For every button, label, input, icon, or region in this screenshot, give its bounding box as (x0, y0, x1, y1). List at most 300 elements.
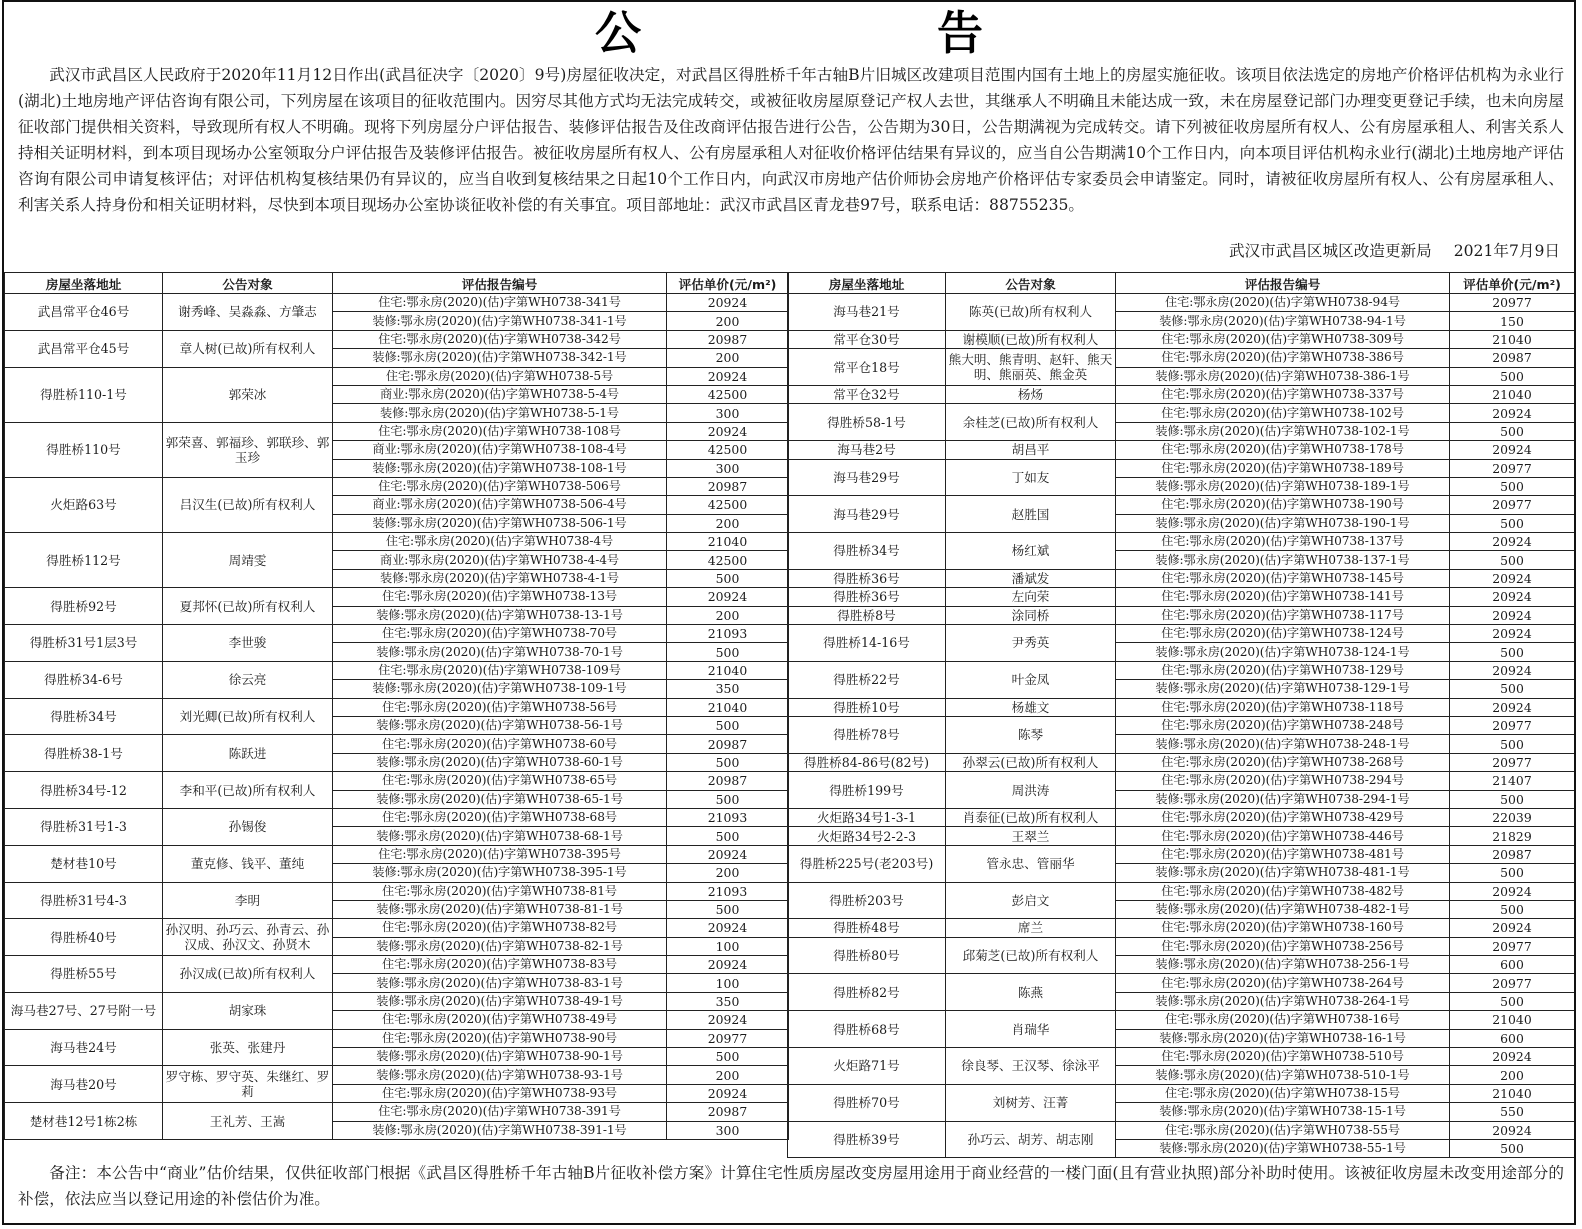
target-cell: 王翠兰 (946, 827, 1116, 845)
notice-page (2, 0, 1576, 1225)
target-cell: 肖瑞华 (946, 1011, 1116, 1048)
report-number-cell: 住宅:鄂永房(2020)(估)字第WH0738-268号 (1116, 753, 1450, 771)
report-number-cell: 装修:鄂永房(2020)(估)字第WH0738-341-1号 (333, 312, 667, 330)
unit-price-cell: 500 (1450, 551, 1575, 569)
unit-price-cell: 21093 (667, 882, 789, 900)
table-row (788, 441, 1575, 459)
header-target: 公告对象 (946, 273, 1116, 294)
unit-price-cell: 20924 (1450, 404, 1575, 422)
table-row (5, 294, 789, 312)
unit-price-cell: 20977 (1450, 459, 1575, 477)
unit-price-cell: 21040 (1450, 1011, 1575, 1029)
report-number-cell: 住宅:鄂永房(2020)(估)字第WH0738-108号 (333, 422, 667, 440)
report-number-cell: 装修:鄂永房(2020)(估)字第WH0738-510-1号 (1116, 1066, 1450, 1084)
target-cell: 熊大明、熊青明、赵轩、熊天明、熊丽英、熊金英 (946, 349, 1116, 386)
table-row (5, 956, 789, 974)
unit-price-cell: 20924 (1450, 882, 1575, 900)
report-number-cell: 装修:鄂永房(2020)(估)字第WH0738-391-1号 (333, 1121, 667, 1139)
report-number-cell: 装修:鄂永房(2020)(估)字第WH0738-93-1号 (333, 1066, 667, 1084)
target-cell: 刘树芳、汪菁 (946, 1084, 1116, 1121)
address-cell: 海马巷24号 (5, 1029, 163, 1066)
unit-price-cell: 350 (667, 992, 789, 1010)
notice-signature (1229, 238, 1560, 264)
address-cell: 武昌常平仓45号 (5, 330, 163, 367)
address-cell: 得胜桥112号 (5, 533, 163, 588)
table-row (788, 569, 1575, 587)
report-number-cell: 住宅:鄂永房(2020)(估)字第WH0738-118号 (1116, 698, 1450, 716)
target-cell: 杨雄文 (946, 698, 1116, 716)
table-row (788, 404, 1575, 422)
notice-title: 公 告 (594, 6, 1123, 60)
unit-price-cell: 20924 (1450, 698, 1575, 716)
report-number-cell: 住宅:鄂永房(2020)(估)字第WH0738-49号 (333, 1011, 667, 1029)
target-cell: 潘斌发 (946, 569, 1116, 587)
report-number-cell: 装修:鄂永房(2020)(估)字第WH0738-395-1号 (333, 864, 667, 882)
target-cell: 余桂芝(已故)所有权利人 (946, 404, 1116, 441)
table-row (788, 533, 1575, 551)
report-number-cell: 装修:鄂永房(2020)(估)字第WH0738-482-1号 (1116, 900, 1450, 918)
unit-price-cell: 500 (1450, 992, 1575, 1010)
target-cell: 尹秀英 (946, 625, 1116, 662)
unit-price-cell: 500 (667, 1048, 789, 1066)
report-number-cell: 住宅:鄂永房(2020)(估)字第WH0738-391号 (333, 1103, 667, 1121)
report-number-cell: 住宅:鄂永房(2020)(估)字第WH0738-294号 (1116, 772, 1450, 790)
unit-price-cell: 20977 (1450, 753, 1575, 771)
address-cell: 得胜桥70号 (788, 1084, 946, 1121)
address-cell: 得胜桥92号 (5, 588, 163, 625)
table-row (788, 974, 1575, 992)
address-cell: 得胜桥36号 (788, 588, 946, 606)
report-number-cell: 住宅:鄂永房(2020)(估)字第WH0738-178号 (1116, 441, 1450, 459)
table-row (788, 827, 1575, 845)
unit-price-cell: 500 (667, 900, 789, 918)
address-cell: 得胜桥84-86号(82号) (788, 753, 946, 771)
target-cell: 彭启文 (946, 882, 1116, 919)
address-cell: 火炬路63号 (5, 477, 163, 532)
unit-price-cell: 20987 (667, 477, 789, 495)
report-number-cell: 住宅:鄂永房(2020)(估)字第WH0738-395号 (333, 845, 667, 863)
unit-price-cell: 21040 (667, 661, 789, 679)
address-cell: 得胜桥38-1号 (5, 735, 163, 772)
unit-price-cell: 21040 (667, 698, 789, 716)
report-number-cell: 装修:鄂永房(2020)(估)字第WH0738-481-1号 (1116, 864, 1450, 882)
target-cell: 李和平(已故)所有权利人 (163, 772, 333, 809)
table-header-row (5, 273, 789, 294)
address-cell: 得胜桥34号-12 (5, 772, 163, 809)
unit-price-cell: 600 (1450, 1029, 1575, 1047)
target-cell: 席兰 (946, 919, 1116, 937)
table-row (788, 496, 1575, 514)
report-number-cell: 住宅:鄂永房(2020)(估)字第WH0738-145号 (1116, 569, 1450, 587)
table-row (788, 588, 1575, 606)
header-address: 房屋坐落地址 (788, 273, 946, 294)
report-number-cell: 装修:鄂永房(2020)(估)字第WH0738-56-1号 (333, 716, 667, 734)
unit-price-cell: 20924 (1450, 533, 1575, 551)
report-number-cell: 装修:鄂永房(2020)(估)字第WH0738-82-1号 (333, 937, 667, 955)
unit-price-cell: 20977 (1450, 496, 1575, 514)
unit-price-cell: 500 (1450, 735, 1575, 753)
issue-date: 2021年7月9日 (1453, 242, 1560, 260)
report-number-cell: 住宅:鄂永房(2020)(估)字第WH0738-16号 (1116, 1011, 1450, 1029)
unit-price-cell: 100 (667, 974, 789, 992)
address-cell: 得胜桥22号 (788, 661, 946, 698)
unit-price-cell: 20924 (667, 422, 789, 440)
report-number-cell: 住宅:鄂永房(2020)(估)字第WH0738-160号 (1116, 919, 1450, 937)
unit-price-cell: 500 (1450, 367, 1575, 385)
unit-price-cell: 200 (667, 312, 789, 330)
unit-price-cell: 42500 (667, 441, 789, 459)
target-cell: 陈跃进 (163, 735, 333, 772)
table-row (788, 753, 1575, 771)
report-number-cell: 装修:鄂永房(2020)(估)字第WH0738-65-1号 (333, 790, 667, 808)
report-number-cell: 住宅:鄂永房(2020)(估)字第WH0738-309号 (1116, 330, 1450, 348)
unit-price-cell: 550 (1450, 1103, 1575, 1121)
target-cell: 谢模顺(已故)所有权利人 (946, 330, 1116, 348)
table-header-row (788, 273, 1575, 294)
address-cell: 得胜桥55号 (5, 956, 163, 993)
address-cell: 楚材巷10号 (5, 845, 163, 882)
unit-price-cell: 20977 (1450, 716, 1575, 734)
table-row (5, 661, 789, 679)
unit-price-cell: 200 (667, 514, 789, 532)
report-number-cell: 商业:鄂永房(2020)(估)字第WH0738-5-4号 (333, 385, 667, 403)
table-row (5, 330, 789, 348)
unit-price-cell: 20924 (667, 845, 789, 863)
report-number-cell: 住宅:鄂永房(2020)(估)字第WH0738-510号 (1116, 1048, 1450, 1066)
target-cell: 王礼芳、王嵩 (163, 1103, 333, 1140)
address-cell: 得胜桥36号 (788, 569, 946, 587)
notice-remark: 备注：本公告中“商业”估价结果，仅供征收部门根据《武昌区得胜桥千年古轴B片征收补偿方案》计算住宅性质房屋改变房屋用途用于商业经营的一楼门面(且有营业执照)部分补助时使用。该被征收房屋未改变用途部分的补偿，依法应当以登记用途的补偿估价为准。 (18, 1164, 1564, 1208)
address-cell: 得胜桥110-1号 (5, 367, 163, 422)
report-number-cell: 住宅:鄂永房(2020)(估)字第WH0738-341号 (333, 294, 667, 312)
address-cell: 常平仓30号 (788, 330, 946, 348)
target-cell: 孙巧云、胡芳、胡志刚 (946, 1121, 1116, 1158)
address-cell: 得胜桥58-1号 (788, 404, 946, 441)
report-number-cell: 装修:鄂永房(2020)(估)字第WH0738-49-1号 (333, 992, 667, 1010)
unit-price-cell: 20987 (1450, 349, 1575, 367)
address-cell: 海马巷20号 (5, 1066, 163, 1103)
unit-price-cell: 500 (1450, 1139, 1575, 1157)
report-number-cell: 住宅:鄂永房(2020)(估)字第WH0738-90号 (333, 1029, 667, 1047)
unit-price-cell: 20924 (667, 956, 789, 974)
target-cell: 罗守栋、罗守英、朱继红、罗莉 (163, 1066, 333, 1103)
table-row (5, 1066, 789, 1084)
address-cell: 得胜桥203号 (788, 882, 946, 919)
target-cell: 杨红斌 (946, 533, 1116, 570)
table-row (788, 716, 1575, 734)
address-cell: 得胜桥31号1-3 (5, 808, 163, 845)
report-number-cell: 商业:鄂永房(2020)(估)字第WH0738-108-4号 (333, 441, 667, 459)
report-number-cell: 住宅:鄂永房(2020)(估)字第WH0738-482号 (1116, 882, 1450, 900)
unit-price-cell: 21829 (1450, 827, 1575, 845)
table-row (788, 698, 1575, 716)
address-cell: 海马巷21号 (788, 294, 946, 331)
report-number-cell: 装修:鄂永房(2020)(估)字第WH0738-108-1号 (333, 459, 667, 477)
target-cell: 郭荣喜、郭福珍、郭联珍、郭玉珍 (163, 422, 333, 477)
address-cell: 得胜桥110号 (5, 422, 163, 477)
table-row (788, 1121, 1575, 1139)
target-cell: 杨炀 (946, 385, 1116, 403)
report-number-cell: 装修:鄂永房(2020)(估)字第WH0738-506-1号 (333, 514, 667, 532)
report-number-cell: 住宅:鄂永房(2020)(估)字第WH0738-60号 (333, 735, 667, 753)
table-row (788, 1011, 1575, 1029)
unit-price-cell: 600 (1450, 956, 1575, 974)
table-row (788, 1084, 1575, 1102)
unit-price-cell: 500 (667, 569, 789, 587)
report-number-cell: 装修:鄂永房(2020)(估)字第WH0738-55-1号 (1116, 1139, 1450, 1157)
unit-price-cell: 500 (1450, 864, 1575, 882)
address-cell: 得胜桥14-16号 (788, 625, 946, 662)
report-number-cell: 装修:鄂永房(2020)(估)字第WH0738-68-1号 (333, 827, 667, 845)
unit-price-cell: 200 (1450, 1066, 1575, 1084)
unit-price-cell: 500 (1450, 680, 1575, 698)
unit-price-cell: 20924 (667, 294, 789, 312)
table-row (788, 661, 1575, 679)
target-cell: 周洪涛 (946, 772, 1116, 809)
target-cell: 胡家珠 (163, 992, 333, 1029)
address-cell: 海马巷2号 (788, 441, 946, 459)
issuing-authority: 武汉市武昌区城区改造更新局 (1228, 242, 1432, 260)
report-number-cell: 装修:鄂永房(2020)(估)字第WH0738-190-1号 (1116, 514, 1450, 532)
address-cell: 海马巷29号 (788, 496, 946, 533)
table-row (5, 845, 789, 863)
address-cell: 得胜桥10号 (788, 698, 946, 716)
target-cell: 董克修、钱平、董纯 (163, 845, 333, 882)
report-number-cell: 装修:鄂永房(2020)(估)字第WH0738-81-1号 (333, 900, 667, 918)
report-number-cell: 装修:鄂永房(2020)(估)字第WH0738-94-1号 (1116, 312, 1450, 330)
target-cell: 孙锡俊 (163, 808, 333, 845)
report-number-cell: 住宅:鄂永房(2020)(估)字第WH0738-15号 (1116, 1084, 1450, 1102)
table-row (5, 588, 789, 606)
address-cell: 得胜桥39号 (788, 1121, 946, 1158)
target-cell: 孙汉明、孙巧云、孙青云、孙汉成、孙汉文、孙贤木 (163, 919, 333, 956)
unit-price-cell: 21040 (1450, 1084, 1575, 1102)
appraisal-table-left (4, 272, 789, 1140)
address-cell: 得胜桥68号 (788, 1011, 946, 1048)
address-cell: 常平仓18号 (788, 349, 946, 386)
report-number-cell: 装修:鄂永房(2020)(估)字第WH0738-83-1号 (333, 974, 667, 992)
report-number-cell: 装修:鄂永房(2020)(估)字第WH0738-256-1号 (1116, 956, 1450, 974)
unit-price-cell: 20977 (1450, 974, 1575, 992)
target-cell: 张英、张建丹 (163, 1029, 333, 1066)
target-cell: 邱菊芝(已故)所有权利人 (946, 937, 1116, 974)
report-number-cell: 装修:鄂永房(2020)(估)字第WH0738-248-1号 (1116, 735, 1450, 753)
report-number-cell: 装修:鄂永房(2020)(估)字第WH0738-189-1号 (1116, 477, 1450, 495)
table-row (788, 772, 1575, 790)
unit-price-cell: 20924 (1450, 1048, 1575, 1066)
unit-price-cell: 500 (1450, 477, 1575, 495)
table-row (5, 735, 789, 753)
report-number-cell: 装修:鄂永房(2020)(估)字第WH0738-4-1号 (333, 569, 667, 587)
report-number-cell: 住宅:鄂永房(2020)(估)字第WH0738-117号 (1116, 606, 1450, 624)
report-number-cell: 住宅:鄂永房(2020)(估)字第WH0738-102号 (1116, 404, 1450, 422)
address-cell: 楚材巷12号1栋2栋 (5, 1103, 163, 1140)
address-cell: 得胜桥199号 (788, 772, 946, 809)
table-row (5, 422, 789, 440)
target-cell: 徐云亮 (163, 661, 333, 698)
unit-price-cell: 21093 (667, 808, 789, 826)
report-number-cell: 住宅:鄂永房(2020)(估)字第WH0738-429号 (1116, 808, 1450, 826)
report-number-cell: 商业:鄂永房(2020)(估)字第WH0738-4-4号 (333, 551, 667, 569)
table-row (788, 937, 1575, 955)
unit-price-cell: 200 (667, 606, 789, 624)
address-cell: 得胜桥34号 (5, 698, 163, 735)
address-cell: 常平仓32号 (788, 385, 946, 403)
unit-price-cell: 500 (1450, 900, 1575, 918)
report-number-cell: 住宅:鄂永房(2020)(估)字第WH0738-506号 (333, 477, 667, 495)
unit-price-cell: 21093 (667, 625, 789, 643)
target-cell: 李世骏 (163, 625, 333, 662)
unit-price-cell: 42500 (667, 551, 789, 569)
address-cell: 得胜桥80号 (788, 937, 946, 974)
target-cell: 赵胜国 (946, 496, 1116, 533)
target-cell: 叶金凤 (946, 661, 1116, 698)
report-number-cell: 住宅:鄂永房(2020)(估)字第WH0738-94号 (1116, 294, 1450, 312)
report-number-cell: 住宅:鄂永房(2020)(估)字第WH0738-190号 (1116, 496, 1450, 514)
unit-price-cell: 22039 (1450, 808, 1575, 826)
target-cell: 夏邦怀(已故)所有权利人 (163, 588, 333, 625)
unit-price-cell: 20924 (1450, 1121, 1575, 1139)
unit-price-cell: 20977 (667, 1029, 789, 1047)
unit-price-cell: 20987 (667, 330, 789, 348)
target-cell: 陈燕 (946, 974, 1116, 1011)
unit-price-cell: 300 (667, 404, 789, 422)
unit-price-cell: 300 (667, 1121, 789, 1139)
table-row (5, 698, 789, 716)
report-number-cell: 住宅:鄂永房(2020)(估)字第WH0738-189号 (1116, 459, 1450, 477)
target-cell: 丁如友 (946, 459, 1116, 496)
target-cell: 孙汉成(已故)所有权利人 (163, 956, 333, 993)
header-target: 公告对象 (163, 273, 333, 294)
unit-price-cell: 100 (667, 937, 789, 955)
report-number-cell: 住宅:鄂永房(2020)(估)字第WH0738-337号 (1116, 385, 1450, 403)
unit-price-cell: 500 (667, 790, 789, 808)
table-row (5, 919, 789, 937)
unit-price-cell: 200 (667, 864, 789, 882)
report-number-cell: 装修:鄂永房(2020)(估)字第WH0738-386-1号 (1116, 367, 1450, 385)
unit-price-cell: 21040 (667, 533, 789, 551)
address-cell: 得胜桥48号 (788, 919, 946, 937)
table-row (788, 349, 1575, 367)
report-number-cell: 装修:鄂永房(2020)(估)字第WH0738-15-1号 (1116, 1103, 1450, 1121)
address-cell: 火炬路71号 (788, 1048, 946, 1085)
unit-price-cell: 20924 (1450, 919, 1575, 937)
unit-price-cell: 200 (667, 1066, 789, 1084)
address-cell: 得胜桥225号(老203号) (788, 845, 946, 882)
table-row (788, 330, 1575, 348)
report-number-cell: 商业:鄂永房(2020)(估)字第WH0738-506-4号 (333, 496, 667, 514)
table-row (788, 919, 1575, 937)
table-row (788, 606, 1575, 624)
report-number-cell: 装修:鄂永房(2020)(估)字第WH0738-16-1号 (1116, 1029, 1450, 1047)
report-number-cell: 住宅:鄂永房(2020)(估)字第WH0738-129号 (1116, 661, 1450, 679)
report-number-cell: 住宅:鄂永房(2020)(估)字第WH0738-83号 (333, 956, 667, 974)
address-cell: 得胜桥34号 (788, 533, 946, 570)
unit-price-cell: 20924 (1450, 588, 1575, 606)
address-cell: 武昌常平仓46号 (5, 294, 163, 331)
target-cell: 郭荣冰 (163, 367, 333, 422)
unit-price-cell: 500 (667, 643, 789, 661)
unit-price-cell: 20924 (667, 919, 789, 937)
header-address: 房屋坐落地址 (5, 273, 163, 294)
target-cell: 陈琴 (946, 716, 1116, 753)
report-number-cell: 装修:鄂永房(2020)(估)字第WH0738-137-1号 (1116, 551, 1450, 569)
address-cell: 得胜桥31号1层3号 (5, 625, 163, 662)
unit-price-cell: 20924 (667, 367, 789, 385)
unit-price-cell: 20924 (1450, 606, 1575, 624)
unit-price-cell: 20924 (667, 1084, 789, 1102)
report-number-cell: 装修:鄂永房(2020)(估)字第WH0738-109-1号 (333, 680, 667, 698)
report-number-cell: 装修:鄂永房(2020)(估)字第WH0738-5-1号 (333, 404, 667, 422)
report-number-cell: 住宅:鄂永房(2020)(估)字第WH0738-386号 (1116, 349, 1450, 367)
unit-price-cell: 20977 (1450, 294, 1575, 312)
unit-price-cell: 20924 (667, 588, 789, 606)
report-number-cell: 装修:鄂永房(2020)(估)字第WH0738-70-1号 (333, 643, 667, 661)
address-cell: 火炬路34号2-2-3 (788, 827, 946, 845)
address-cell: 得胜桥82号 (788, 974, 946, 1011)
unit-price-cell: 20987 (667, 1103, 789, 1121)
target-cell: 谢秀峰、吴淼淼、方肇志 (163, 294, 333, 331)
unit-price-cell: 500 (1450, 514, 1575, 532)
unit-price-cell: 500 (1450, 422, 1575, 440)
unit-price-cell: 150 (1450, 312, 1575, 330)
unit-price-cell: 20987 (667, 735, 789, 753)
address-cell: 得胜桥31号4-3 (5, 882, 163, 919)
unit-price-cell: 21040 (1450, 330, 1575, 348)
unit-price-cell: 20987 (667, 772, 789, 790)
report-number-cell: 住宅:鄂永房(2020)(估)字第WH0738-256号 (1116, 937, 1450, 955)
table-row (5, 882, 789, 900)
address-cell: 得胜桥78号 (788, 716, 946, 753)
report-number-cell: 装修:鄂永房(2020)(估)字第WH0738-90-1号 (333, 1048, 667, 1066)
header-report-number: 评估报告编号 (1116, 273, 1450, 294)
unit-price-cell: 500 (667, 716, 789, 734)
table-row (5, 367, 789, 385)
unit-price-cell: 20924 (1450, 625, 1575, 643)
report-number-cell: 住宅:鄂永房(2020)(估)字第WH0738-137号 (1116, 533, 1450, 551)
table-row (788, 385, 1575, 403)
report-number-cell: 住宅:鄂永房(2020)(估)字第WH0738-93号 (333, 1084, 667, 1102)
report-number-cell: 住宅:鄂永房(2020)(估)字第WH0738-248号 (1116, 716, 1450, 734)
report-number-cell: 装修:鄂永房(2020)(估)字第WH0738-264-1号 (1116, 992, 1450, 1010)
target-cell: 孙翠云(已故)所有权利人 (946, 753, 1116, 771)
unit-price-cell: 21407 (1450, 772, 1575, 790)
report-number-cell: 装修:鄂永房(2020)(估)字第WH0738-124-1号 (1116, 643, 1450, 661)
unit-price-cell: 21040 (1450, 385, 1575, 403)
report-number-cell: 住宅:鄂永房(2020)(估)字第WH0738-13号 (333, 588, 667, 606)
address-cell: 火炬路34号1-3-1 (788, 808, 946, 826)
target-cell: 胡昌平 (946, 441, 1116, 459)
table-row (788, 808, 1575, 826)
target-cell: 刘光卿(已故)所有权利人 (163, 698, 333, 735)
report-number-cell: 住宅:鄂永房(2020)(估)字第WH0738-82号 (333, 919, 667, 937)
table-row (788, 845, 1575, 863)
address-cell: 海马巷27号、27号附一号 (5, 992, 163, 1029)
report-number-cell: 住宅:鄂永房(2020)(估)字第WH0738-446号 (1116, 827, 1450, 845)
header-report-number: 评估报告编号 (333, 273, 667, 294)
target-cell: 管永忠、管丽华 (946, 845, 1116, 882)
unit-price-cell: 20924 (1450, 569, 1575, 587)
unit-price-cell: 20924 (667, 1011, 789, 1029)
unit-price-cell: 500 (1450, 790, 1575, 808)
appraisal-table-right (787, 272, 1575, 1158)
address-cell: 海马巷29号 (788, 459, 946, 496)
target-cell: 章人树(已故)所有权利人 (163, 330, 333, 367)
table-row (788, 882, 1575, 900)
target-cell: 陈英(已故)所有权利人 (946, 294, 1116, 331)
target-cell: 李明 (163, 882, 333, 919)
header-unit-price: 评估单价(元/m²) (667, 273, 789, 294)
